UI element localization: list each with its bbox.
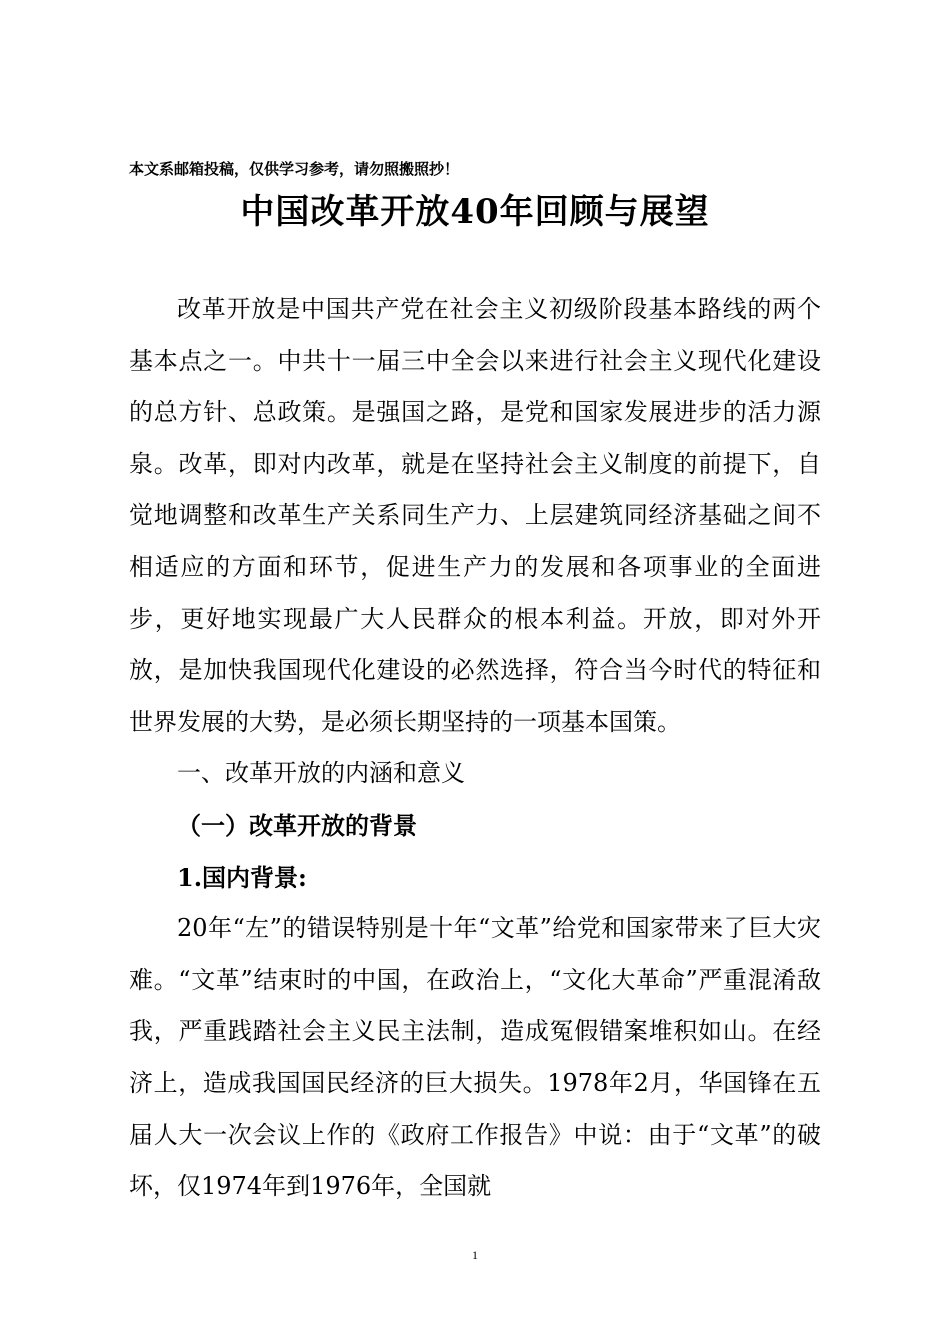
intro-paragraph: 改革开放是中国共产党在社会主义初级阶段基本路线的两个基本点之一。中共十一届三中全会以来进行社会主义现代化建设的总方针、总政策。是强国之路，是党和国家发展进步的活力源泉。改革，即对内改革，就是在坚持社会主义制度的前提下，自觉地调整和改革生产关系同生产力、上层建筑同经济基础之间不相适应的方面和环节，促进生产力的发展和各项事业的全面进步，更好地实现最广大人民群众的根本利益。开放，即对外开放，是加快我国现代化建设的必然选择，符合当今时代的特征和世界发展的大势，是必须长期坚持的一项基本国策。 bbox=[129, 295, 821, 736]
domestic-background-paragraph: 20年“左”的错误特别是十年“文革”给党和国家带来了巨大灾难。“文革”结束时的中国，在政治上，“文化大革命”严重混淆敌我，严重践踏社会主义民主法制，造成冤假错案堆积如山。在经济上，造成我国国民经济的巨大损失。1978年2月，华国锋在五届人大一次会议上作的《政府工作报告》中说：由于“文革”的破坏，仅1974年到1976年，全国就 bbox=[129, 914, 821, 1201]
section-heading: 一、改革开放的内涵和意义 bbox=[177, 759, 465, 788]
submission-notice: 本文系邮箱投稿，仅供学习参考，请勿照搬照抄！ bbox=[129, 160, 460, 178]
document-title: 中国改革开放40年回顾与展望 bbox=[240, 192, 710, 232]
document-body bbox=[129, 284, 821, 1213]
item-heading: 1.国内背景: bbox=[177, 862, 307, 892]
page-number: 1 bbox=[472, 1248, 478, 1262]
subsection-heading: （一）改革开放的背景 bbox=[177, 810, 417, 840]
